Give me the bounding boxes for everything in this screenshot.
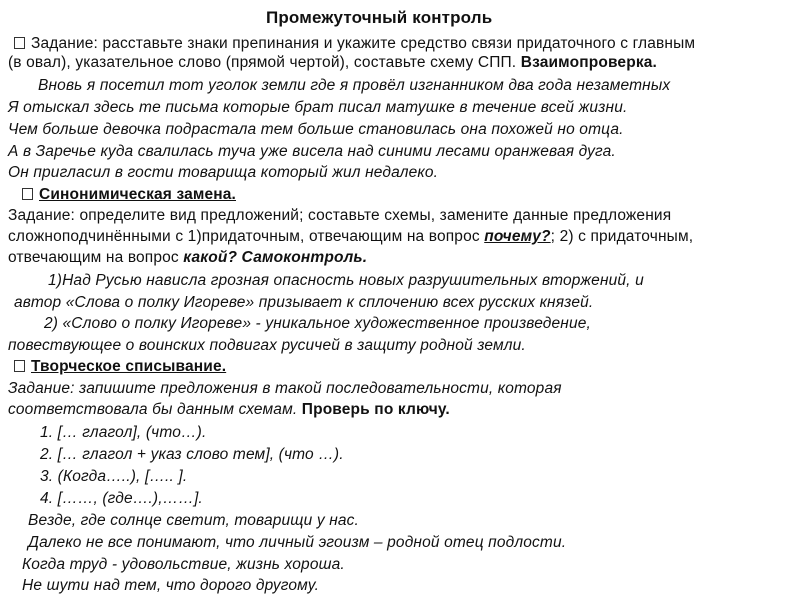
task2-text-c: ; 2) с придаточным, xyxy=(550,228,694,245)
self-check-label: какой? Самоконтроль. xyxy=(183,249,368,266)
task1-text-line2: (в овал), указательное слово (прямой чертой), составьте схему СПП. xyxy=(8,54,517,71)
question-why: почему? xyxy=(484,228,551,245)
scheme-4: 4. [……, (где….),……]. xyxy=(40,490,203,507)
task3-sentence-2: Далеко не все понимают, что личный эгоизм – родной отец подлости. xyxy=(28,534,567,551)
example-2b: повествующее о воинских подвигах русичей в защиту родной земли. xyxy=(8,337,526,354)
peer-review-label: Взаимопроверка. xyxy=(520,54,657,71)
example-1a: 1)Над Русью нависла грозная опасность новых разрушительных вторжений, и xyxy=(48,272,644,289)
task3-text-a: соответствовала бы данным схемам. xyxy=(8,401,298,418)
example-1b: автор «Слова о полку Игореве» призывает к сплочению всех русских князей. xyxy=(14,294,594,311)
scheme-1: 1. [… глагол], (что…). xyxy=(40,424,207,441)
task3-sentence-4: Не шути над тем, что дорого другому. xyxy=(22,577,320,594)
section2-heading-line xyxy=(22,186,236,204)
sentence-1: Вновь я посетил тот уголок земли где я провёл изгнанником два года незаметных xyxy=(38,77,671,94)
sentence-2: Я отыскал здесь те письма которые брат писал матушке в течение всей жизни. xyxy=(8,99,628,116)
scheme-3: 3. (Когда…..), [….. ]. xyxy=(40,468,188,485)
example-2a: 2) «Слово о полку Игореве» - уникальное художественное произведение, xyxy=(44,315,591,332)
scheme-2: 2. [… глагол + указ слово тем], (что …). xyxy=(40,446,344,463)
task1-line2 xyxy=(8,54,657,72)
task2-text-3a: отвечающим на вопрос xyxy=(8,249,179,266)
sentence-5: Он пригласил в гости товарища который жил недалеко. xyxy=(8,164,439,181)
section2-heading: Синонимическая замена. xyxy=(39,186,236,203)
task2-line3 xyxy=(8,249,367,267)
task1-text-line1: Задание: расставьте знаки препинания и укажите средство связи придаточного с главным xyxy=(31,35,696,52)
task2-line1: Задание: определите вид предложений; составьте схемы, замените данные предложения xyxy=(8,207,672,224)
checkbox-bullet-icon xyxy=(14,37,25,49)
sentence-3: Чем больше девочка подрастала тем больше становилась она похожей но отца. xyxy=(8,121,624,138)
section3-heading: Творческое списывание. xyxy=(31,358,227,375)
check-key-label: Проверь по ключу. xyxy=(301,401,450,418)
task3-line1: Задание: запишите предложения в такой последовательности, которая xyxy=(8,380,562,397)
task2-text-a: сложноподчинёнными с 1)придаточным, отвечающим на вопрос xyxy=(8,228,480,245)
page-title: Промежуточный контроль xyxy=(266,8,493,27)
task2-line2 xyxy=(8,228,693,246)
checkbox-bullet-icon xyxy=(14,360,25,372)
task3-line2 xyxy=(8,401,450,419)
task3-sentence-3: Когда труд - удовольствие, жизнь хороша. xyxy=(22,556,345,573)
checkbox-bullet-icon xyxy=(22,188,33,200)
task1-line1 xyxy=(14,35,695,53)
section3-heading-line xyxy=(14,358,226,376)
sentence-4: А в Заречье куда свалилась туча уже висела над синими лесами оранжевая дуга. xyxy=(8,143,616,160)
task3-sentence-1: Везде, где солнце светит, товарищи у нас. xyxy=(28,512,359,529)
